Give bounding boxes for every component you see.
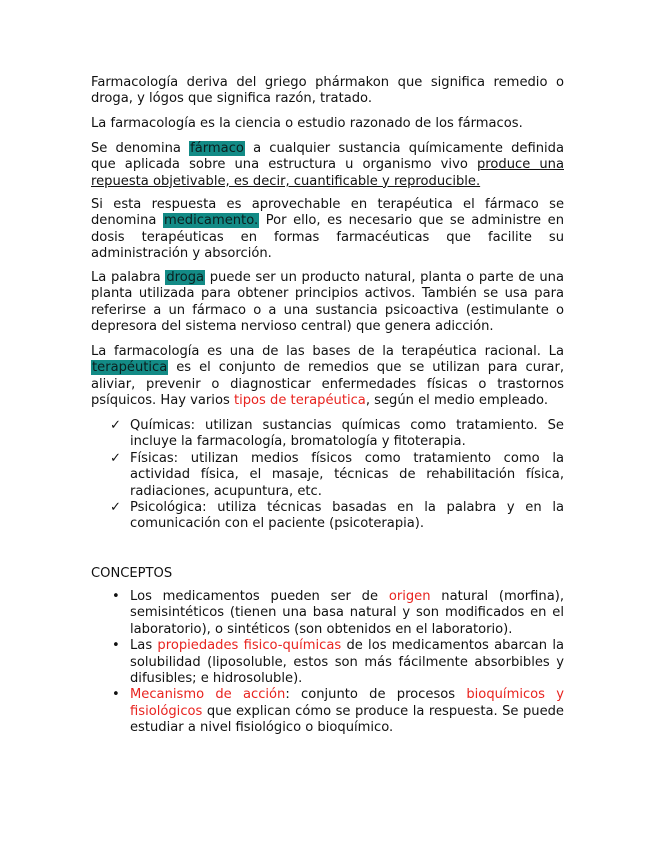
- concepts-list: [91, 589, 564, 737]
- text: que explican cómo se produce la respuesta. Se puede estudiar a nivel fisiológico o bioquímico.: [130, 703, 564, 736]
- highlight-terapeutica: terapéutica: [92, 360, 168, 376]
- underlined-text: produce una repuesta objetivable, es decir, cuantificable y reproducible.: [91, 157, 564, 189]
- bullet-icon: •: [112, 638, 120, 654]
- checkmark-icon: ✓: [110, 500, 121, 516]
- text: Las: [130, 638, 158, 654]
- list-item-text: Químicas: utilizan sustancias químicas como tratamiento. Se incluye la farmacología, bromatología y fitoterapia.: [130, 418, 564, 450]
- list-item: [91, 687, 564, 736]
- highlight-farmaco: fármaco: [190, 141, 244, 156]
- list-item: [91, 500, 564, 533]
- text: Los medicamentos pueden ser de: [130, 589, 389, 604]
- paragraph-medicamento: [91, 197, 564, 263]
- text: de los medicamentos abarcan la solubilidad (liposoluble, estos son más fácilmente absorbibles y difusibles; e hidrosoluble).: [130, 638, 564, 687]
- text: , según el medio empleado.: [365, 393, 548, 409]
- list-item-text: Físicas: utilizan medios físicos como tratamiento como la actividad física, el masaje, técnicas de rehabilitación física, radiaciones, acupuntura, etc.: [130, 450, 564, 499]
- highlight-medicamento: medicamento.: [163, 213, 259, 229]
- paragraph-farmaco: [91, 141, 564, 190]
- red-text: bioquímicos y fisiológicos: [130, 687, 564, 719]
- checkmark-icon: ✓: [110, 450, 121, 466]
- list-item-text: Psicológica: utiliza técnicas basadas en la palabra y en la comunicación con el paciente (psicoterapia).: [130, 500, 564, 532]
- section-heading: CONCEPTOS: [91, 566, 173, 581]
- therapy-types-list: [91, 418, 564, 533]
- paragraph-etymology: Farmacología deriva del griego phármakon que significa remedio o droga, y lógos que significa razón, tratado.: [91, 75, 564, 107]
- text: puede ser un producto natural, planta o parte de una planta utilizada para obtener principios activos. También se usa para referirse a un fármaco o a una sustancia psicoactiva (estimulante o depresora del sistema nervioso central) que genera adicción.: [91, 270, 565, 335]
- bullet-icon: •: [112, 687, 120, 703]
- red-text: Mecanismo de acción: [130, 687, 286, 703]
- paragraph-terapeutica: [91, 344, 564, 410]
- list-item: [91, 418, 564, 451]
- text: natural (morfina), semisintéticos (tienen una basa natural y son modificados en el laboratorio), o sintéticos (son obtenidos en el laboratorio).: [130, 589, 564, 637]
- list-item: [91, 451, 564, 500]
- paragraph-definition: La farmacología es la ciencia o estudio razonado de los fármacos.: [91, 116, 523, 131]
- red-text: origen: [388, 589, 431, 604]
- checkmark-icon: ✓: [110, 418, 121, 433]
- list-item: [91, 589, 564, 638]
- text: La palabra: [91, 270, 166, 285]
- text: La farmacología es una de las bases de la terapéutica racional. La: [91, 344, 564, 359]
- text: Por ello, es necesario que se administre en dosis terapéuticas en formas farmacéuticas que facilite su administración y absorción.: [91, 213, 564, 262]
- list-item: [91, 638, 564, 687]
- highlight-droga: droga: [166, 270, 205, 285]
- bullet-icon: •: [112, 589, 120, 604]
- text: a cualquier sustancia químicamente definida que aplicada sobre una estructura u organismo vivo: [91, 141, 564, 173]
- text: es el conjunto de remedios que se utilizan para curar, aliviar, prevenir o diagnosticar enfermedades físicas o trastornos psíquicos. Hay varios: [91, 360, 564, 409]
- text: Se denomina: [91, 141, 190, 156]
- text: : conjunto de procesos: [285, 687, 467, 703]
- text: Si esta respuesta es aprovechable en terapéutica el fármaco se denomina: [91, 197, 564, 229]
- paragraph-droga: [91, 270, 564, 336]
- red-text: tipos de terapéutica: [233, 393, 366, 409]
- red-text: propiedades fisico-químicas: [157, 638, 342, 654]
